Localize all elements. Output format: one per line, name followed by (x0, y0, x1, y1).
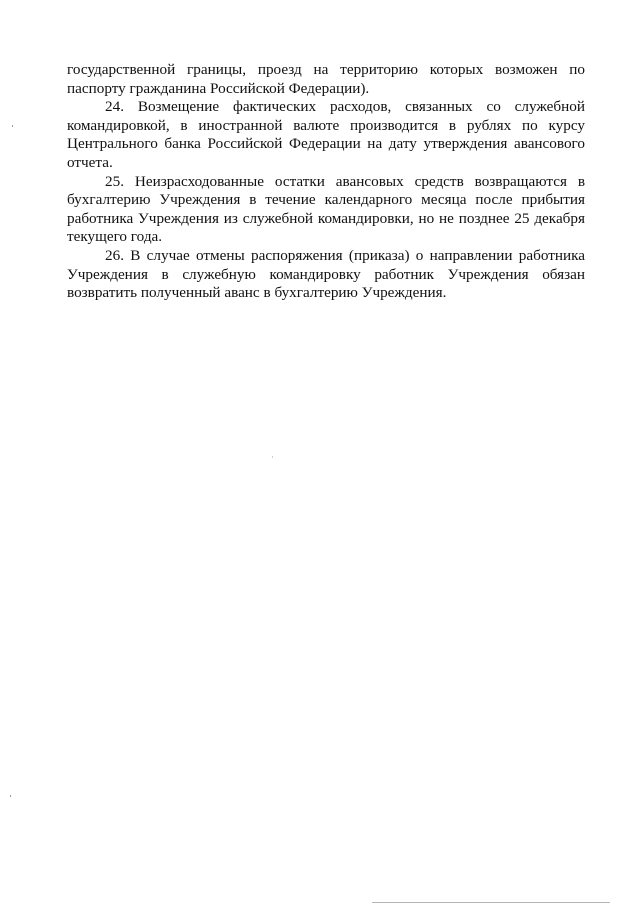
paragraph-26: 26. В случае отмены распоряжения (приказа) о направлении работника Учреждения в служебную командировку работник Учреждения обязан возвратить полученный аванс в бухгалтерию Учреждения. (67, 246, 585, 302)
paragraph-continuation: государственной границы, проезд на территорию которых возможен по паспорту гражданина Российской Федерации). (67, 61, 585, 97)
scan-artifact-dot (12, 125, 13, 127)
document-body (67, 61, 585, 303)
paragraph-25: 25. Неизрасходованные остатки авансовых средств возвращаются в бухгалтерию Учреждения в течение календарного месяца после прибытия работника Учреждения из служебной командировки, но не позднее 25 декабря текущего года. (67, 172, 585, 246)
scan-artifact-dot (272, 456, 273, 458)
paragraph-24: 24. Возмещение фактических расходов, связанных со служебной командировкой, в иностранной валюте производится в рублях по курсу Центрального банка Российской Федерации на дату утверждения авансового отчета. (67, 98, 585, 171)
scan-artifact-dot (10, 795, 11, 797)
scan-artifact-line (372, 902, 610, 903)
